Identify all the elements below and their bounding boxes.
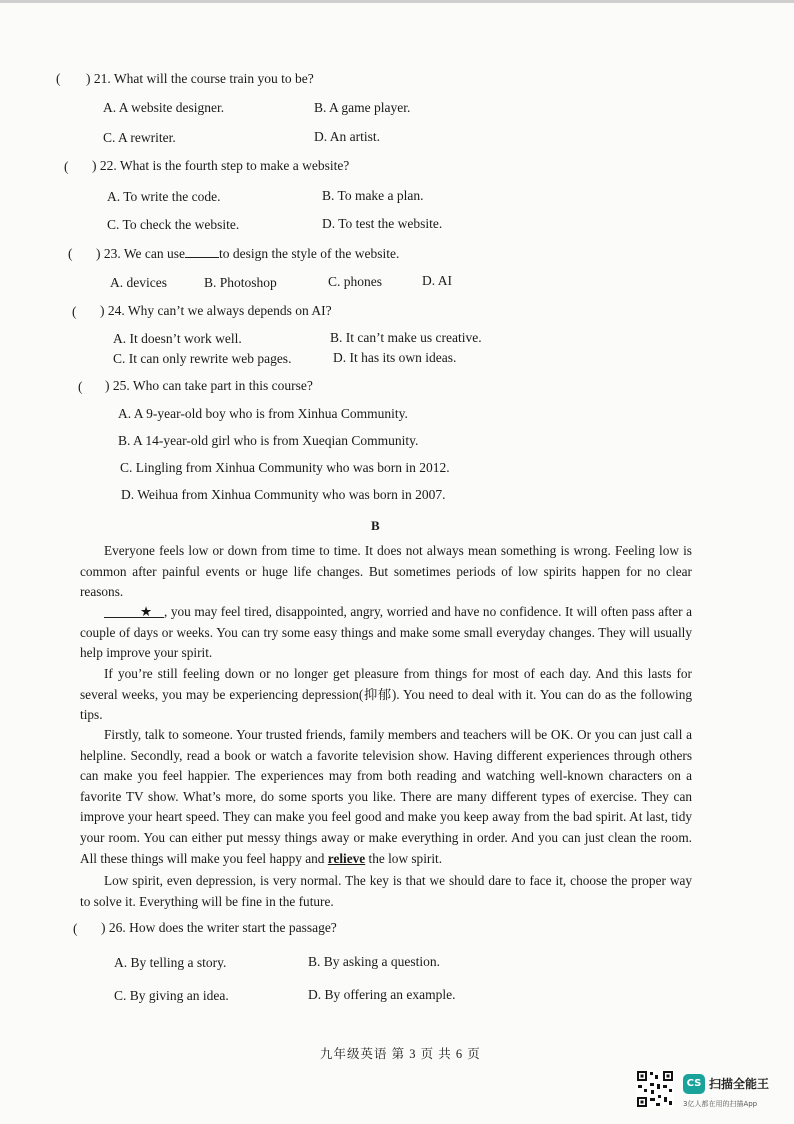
- passage-paragraph-5: Low spirit, even depression, is very normal. The key is that we should dare to face it, choose the proper way to solve it. Everything will be fine in the future.: [80, 873, 692, 909]
- q25-option-b: B. A 14-year-old girl who is from Xueqian Community.: [118, 433, 419, 448]
- question-21-stem: ) 21. What will the course train you to be?: [86, 71, 314, 86]
- passage-blank-star: ★: [104, 602, 164, 618]
- question-25-stem: ) 25. Who can take part in this course?: [105, 378, 313, 393]
- watermark-brand: 扫描全能王: [709, 1077, 770, 1091]
- passage-paragraph-3: If you’re still feeling down or no longer get pleasure from things for most of each day. And this lasts for several weeks, you may be experiencing depression(抑郁). You need to deal with it. You can do as the following tips.: [80, 666, 692, 723]
- q23-option-b: B. Photoshop: [204, 275, 277, 290]
- q26-option-a: A. By telling a story.: [114, 955, 227, 970]
- passage-paragraph-2: [80, 602, 692, 664]
- q23-option-d: D. AI: [422, 273, 452, 288]
- section-title-b: B: [371, 518, 380, 533]
- passage-paragraph-2-text: , you may feel tired, disappointed, angry, worried and have no confidence. It will often pass after a couple of days or weeks. You can try some easy things and make some small everyday changes. They will usually help improve your spirit.: [80, 604, 692, 661]
- question-23-stem: [96, 245, 399, 262]
- q24-option-c: C. It can only rewrite web pages.: [113, 351, 292, 366]
- q21-option-c: C. A rewriter.: [103, 130, 176, 145]
- passage-paragraph-1: Everyone feels low or down from time to time. It does not always mean something is wrong. Feeling low is common after painful events or huge life changes. But sometimes periods of low spirits happen for no clear reasons.: [80, 543, 692, 600]
- q23-option-c: C. phones: [328, 274, 382, 289]
- q26-option-b: B. By asking a question.: [308, 954, 440, 969]
- answer-paren-24: (: [72, 304, 77, 319]
- q23-option-a: A. devices: [110, 275, 167, 290]
- q22-option-c: C. To check the website.: [107, 217, 240, 232]
- answer-paren-22: (: [64, 159, 69, 174]
- passage-paragraph-4-text: Firstly, talk to someone. Your trusted friends, family members and teachers will be OK. Or you can just call a helpline. Secondly, read a book or watch a favorite television show. Having different experiences through others can make you feel happier. The experiences may from both reading and watching well-known characters on a favorite TV show. What’s more, do some sports you like. There are many different types of exercise. They can improve your heart speed. They can make you feel good and make you keep away from the bad spirit. At last, tidy your room. You can either put messy things away or make everything in order. And you can just clean the room. All these things will make you feel happy and: [80, 727, 692, 866]
- q22-option-a: A. To write the code.: [107, 189, 221, 204]
- answer-paren-23: (: [68, 246, 73, 261]
- qr-code-icon: [636, 1070, 674, 1108]
- q25-option-d: D. Weihua from Xinhua Community who was born in 2007.: [121, 487, 446, 502]
- camscanner-logo-icon: CS: [683, 1074, 705, 1094]
- q21-option-a: A. A website designer.: [103, 100, 225, 115]
- answer-paren-21: (: [56, 71, 61, 86]
- q24-option-b: B. It can’t make us creative.: [330, 330, 482, 345]
- page-footer: 九年级英语 第 3 页 共 6 页: [320, 1047, 481, 1061]
- q25-option-c: C. Lingling from Xinhua Community who was born in 2012.: [120, 460, 450, 475]
- question-24-stem: ) 24. Why can’t we always depends on AI?: [100, 303, 332, 318]
- q23-stem-after: to design the style of the website.: [219, 246, 400, 261]
- q22-option-d: D. To test the website.: [322, 216, 443, 231]
- answer-paren-25: (: [78, 379, 83, 394]
- relieve-word: relieve: [327, 850, 366, 866]
- q22-option-b: B. To make a plan.: [322, 188, 424, 203]
- q21-option-d: D. An artist.: [314, 129, 380, 144]
- q26-option-d: D. By offering an example.: [308, 987, 456, 1002]
- passage-paragraph-4-end: the low spirit.: [368, 850, 443, 866]
- q24-option-d: D. It has its own ideas.: [333, 350, 457, 365]
- q24-option-a: A. It doesn’t work well.: [113, 331, 242, 346]
- watermark-subtitle: 3亿人都在用的扫描App: [683, 1100, 758, 1108]
- q23-stem-before: ) 23. We can use: [96, 246, 186, 261]
- q26-option-c: C. By giving an idea.: [114, 988, 229, 1003]
- question-22-stem: ) 22. What is the fourth step to make a website?: [92, 158, 350, 173]
- q21-option-b: B. A game player.: [314, 100, 411, 115]
- answer-paren-26: (: [73, 921, 78, 936]
- question-26-stem: ) 26. How does the writer start the passage?: [101, 920, 337, 935]
- q25-option-a: A. A 9-year-old boy who is from Xinhua Community.: [118, 406, 408, 421]
- scan-edge: [0, 0, 794, 3]
- passage-paragraph-4: [80, 725, 692, 869]
- q23-blank: [185, 245, 219, 258]
